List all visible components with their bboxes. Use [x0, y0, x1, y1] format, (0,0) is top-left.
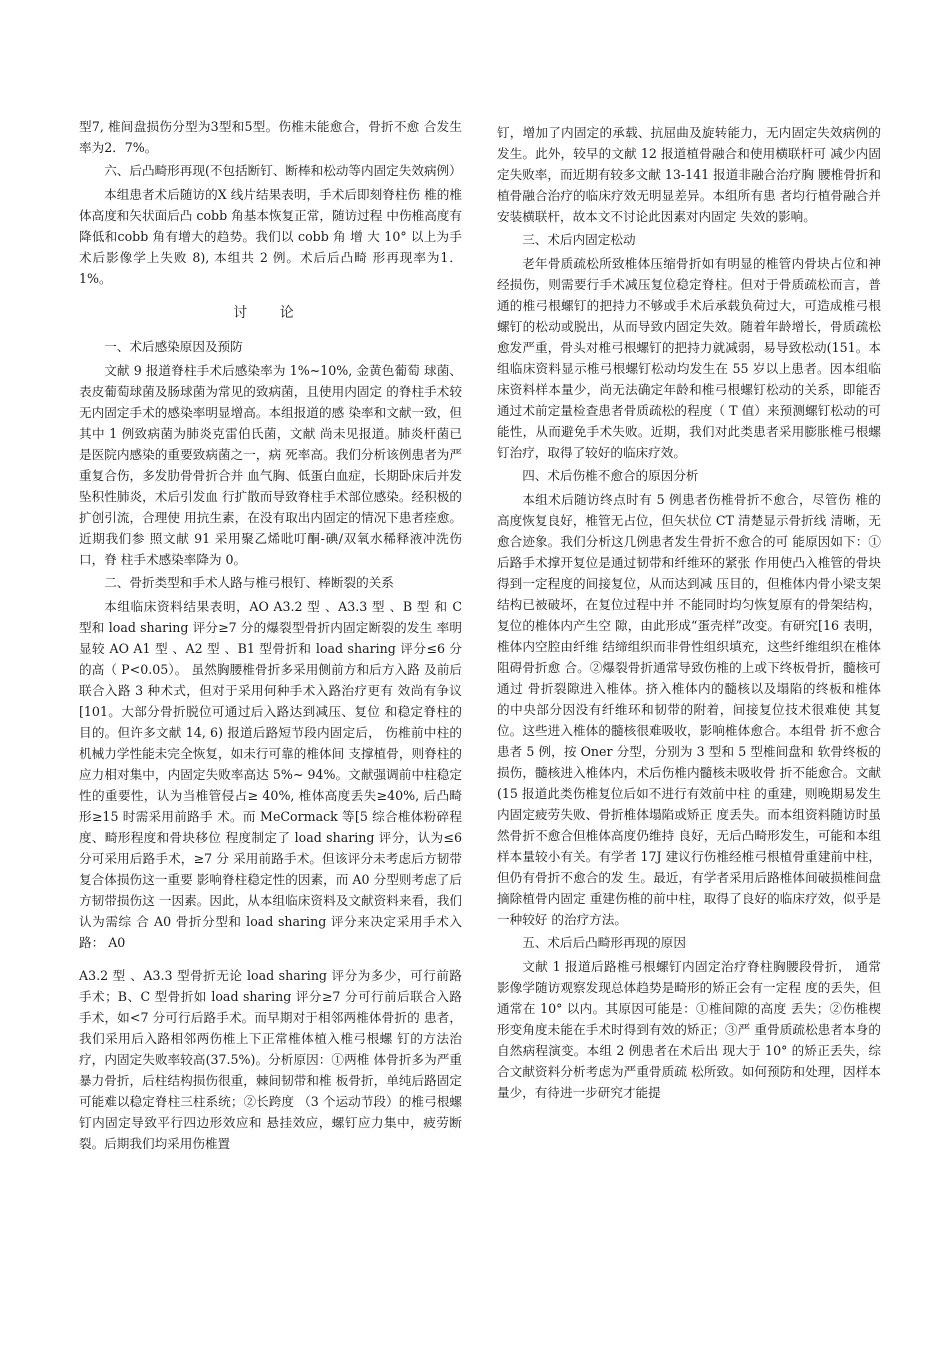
section-heading: 四、术后伤椎不愈合的原因分析 [522, 468, 699, 483]
discussion-title: 讨 论 [233, 305, 308, 321]
paragraph: 文献 1 报道后路椎弓根螺钉内固定治疗脊柱胸腰段骨折， 通常影像学随访观察发现总体趋势是畸形的矫正会有一定程 度的丢失，但通常在 10° 以内。其原因可能是：①椎间隙的高度 丢失；②伤椎楔形变角度未能在手术时得到有效的矫正；③严 重骨质疏松患者本身的自然病程演变。本组 2 例患者在术后出 现大于 10° 的矫正丢失，综合文献资料分析考虑为严重骨质疏 松所致。如何预防和处理，因样本量少，有待进一步研究才能提 [497, 959, 881, 1100]
left-column [79, 116, 462, 1154]
section-heading: 五、术后后凸畸形再现的原因 [522, 935, 686, 950]
section-heading: 三、术后内固定松动 [522, 232, 636, 247]
paragraph: A3.2 型 、A3.3 型骨折无论 load sharing 评分为多少，可行前路 手术；B、C 型骨折如 load sharing 评分≥7 分可行前后联合入路 手术，如<7 分可行后路手术。而早期对于相邻两椎体骨折的 患者，我们采用后入路相邻两伤椎上下正常椎体植入椎弓根螺 钉的方法治疗，内固定失败率较高(37.5%)。分析原因：①两椎 体骨折多为严重暴力骨折，后柱结构损伤很重，棘间韧带和椎 板骨折，单纯后路固定可能难以稳定脊柱三柱系统；②长跨度 （3 个运动节段）的椎弓根螺钉内固定导致平行四边形效应和 悬挂效应，螺钉应力集中，疲劳断裂。后期我们均采用伤椎置 [79, 968, 462, 1151]
paragraph: 本组临床资料结果表明，AO A3.2 型 、A3.3 型 、B 型 和 C 型和 load sharing 评分≥7 分的爆裂型骨折内固定断裂的发生 率明显较 AO A1 型 、A2 型 、B1 型骨折和 load sharing 评分≤6 分的高（ P<0.05）。 虽然胸腰椎骨折多采用侧前方和后方入路 及前后联合入路 3 种术式，但对于采用何种手术入路治疗更有 效尚有争议[101。大部分骨折脱位可通过后入路达到减压、复位 和稳定脊柱的目的。但许多文献 14, 6) 报道后路短节段内固定后， 伤椎前中柱的机械力学性能未完全恢复，如未行可靠的椎体间 支撑植骨，则脊柱的应力相对集中，内固定失败率高达 5%~ 94%。文献强调前中柱稳定性的重要性，认为当椎管侵占≥ 40%, 椎体高度丢失≥40%, 后凸畸形≥15 时需采用前路手 术。而 MeCormack 等[5 综合椎体粉碎程度、畸形程度和骨块移位 程度制定了 load sharing 评分，认为≤6 分可采用后路手术，≥7 分 采用前路手术。但该评分未考虑后方韧带复合体损伤这一重要 影响脊柱稳定性的因素，而 A0 分型则考虑了后方韧带损伤这 一因素。因此，从本组临床资料及文献资料来看，我们认为需综 合 A0 骨折分型和 load sharing 评分来决定采用手术入路： A0 [79, 599, 462, 950]
paragraph: 钉，增加了内固定的承载、抗屈曲及旋转能力，无内固定失效病例的发生。此外，较早的文献 12 报道植骨融合和使用横联杆可 减少内固定失败率，而近期有较多文献 13-141 报道非融合治疗胸 腰椎骨折和植骨融合治疗的临床疗效无明显差异。本组所有患 者均行植骨融合并安装横联杆，故本文不讨论此因素对内固定 失效的影响。 [497, 125, 881, 224]
paragraph: 老年骨质疏松所致椎体压缩骨折如有明显的椎管内骨块占位和神经损伤，则需要行手术减压复位稳定脊柱。但对于骨质疏松而言，普通的椎弓根螺钉的把持力不够或手术后承载负荷过大，可造成椎弓根螺钉的松动或脱出，从而导致内固定失效。随着年龄增长，骨质疏松愈发严重，骨头对椎弓根螺钉的把持力就减弱，易导致松动(151。本组临床资料显示椎弓根螺钉松动均发生在 55 岁以上患者。因本组临床资料样本量少，尚无法确定年龄和椎弓根螺钉松动的关系，即能否通过术前定量检查患者骨质疏松的程度（ T 值）来预测螺钉松动的可能性，从而避免手术失败。近期，我们对此类患者采用膨胀椎弓根螺钉治疗，取得了较好的临床疗效。 [497, 256, 881, 460]
section-heading: 二、骨折类型和手术人路与椎弓根钉、棒断裂的关系 [104, 575, 394, 590]
right-column [497, 122, 881, 1103]
paragraph: 本组患者术后随访的X 线片结果表明，手术后即刻脊柱伤 椎的椎体高度和矢状面后凸 cobb 角基本恢复正常，随访过程 中伤椎高度有降低和cobb 角有增大的趋势。我们以 cobb 角 增 大 10° 以上为手术后影像学上失败 8), 本组共 2 例。术后后凸畸 形再现率为1．1%。 [79, 187, 462, 286]
paragraph: 型7, 椎间盘损伤分型为3型和5型。伤椎未能愈合，骨折不愈 合发生率为2．7%。 [79, 119, 462, 155]
paragraph: 本组术后随访终点时有 5 例患者伤椎骨折不愈合，尽管伤 椎的高度恢复良好，椎管无占位，但矢状位 CT 清楚显示骨折线 清晰，无愈合迹象。我们分析这几例患者发生骨折不愈合的可 能原因如下：①后路手术撑开复位是通过韧带和纤维环的紧张 作用使凸入椎管的骨块得到一定程度的间接复位，从而达到减 压目的，但椎体内骨小梁支架结构已被破坏，在复位过程中并 不能同时均匀恢复原有的骨架结构，复位的椎体内产生空 隙，由此形成“蛋壳样”改变。有研究[16 表明，椎体内空腔由纤维 结缔组织而非骨性组织填充，这些纤维组织在椎体阻碍骨折愈 合。②爆裂骨折通常导致伤椎的上或下终板骨折，髓核可通过 骨折裂隙进入椎体。挤入椎体内的髓核以及塌陷的终板和椎体 的中央部分因没有纤维环和韧带的附着，间接复位技术很难使 其复位。这些进入椎体的髓核很难吸收，影响椎体愈合。本组骨 折不愈合患者 5 例，按 Oner 分型，分别为 3 型和 5 型椎间盘和 软骨终板的损伤，髓核进入椎体内，术后伤椎内髓核未吸收骨 折不能愈合。文献(15 报道此类伤椎复位后如不进行有效前中柱 的重建，则晚期易发生内固定疲劳失败、骨折椎体塌陷或矫正 度丢失。而本组资料随访时虽然骨折不愈合但椎体高度仍维持 良好，无后凸畸形发生，可能和本组样本量较小有关。有学者 17J 建议行伤椎经椎弓根植骨重建前中柱，但仍有骨折不愈合的发 生。最近，有学者采用后路椎体间破损椎间盘摘除植骨内固定 重建伤椎的前中柱，取得了良好的临床疗效，似乎是一种较好 的治疗方法。 [497, 492, 881, 927]
section-heading: 一、术后感染原因及预防 [104, 339, 243, 354]
section-heading: 六、后凸畸形再现(不包括断钉、断棒和松动等内固定失效病例） [104, 163, 462, 178]
paragraph: 文献 9 报道脊柱手术后感染率为 1%~10%, 金黄色葡萄 球菌、表皮葡萄球菌及肠球菌为常见的致病菌，且使用内固定 的脊柱手术较无内固定手术的感染率明显增高。本组报道的感 染率和文献一致，但其中 1 例致病菌为肺炎克雷伯氏菌，文献 尚未见报道。肺炎杆菌已是医院内感染的重要致病菌之一，病 死率高。我们分析该例患者为严重复合伤，多发肋骨骨折合并 血气胸、低蛋白血症，长期卧床后并发坠积性肺炎，术后引发血 行扩散而导致脊柱手术部位感染。经积极的扩创引流，合理使 用抗生素，在没有取出内固定的情况下患者痊愈。近期我们参 照文献 91 采用聚乙烯吡叮酮-碘/双氧水稀释液冲洗伤口，脊 柱手术感染率降为 0。 [79, 363, 462, 567]
